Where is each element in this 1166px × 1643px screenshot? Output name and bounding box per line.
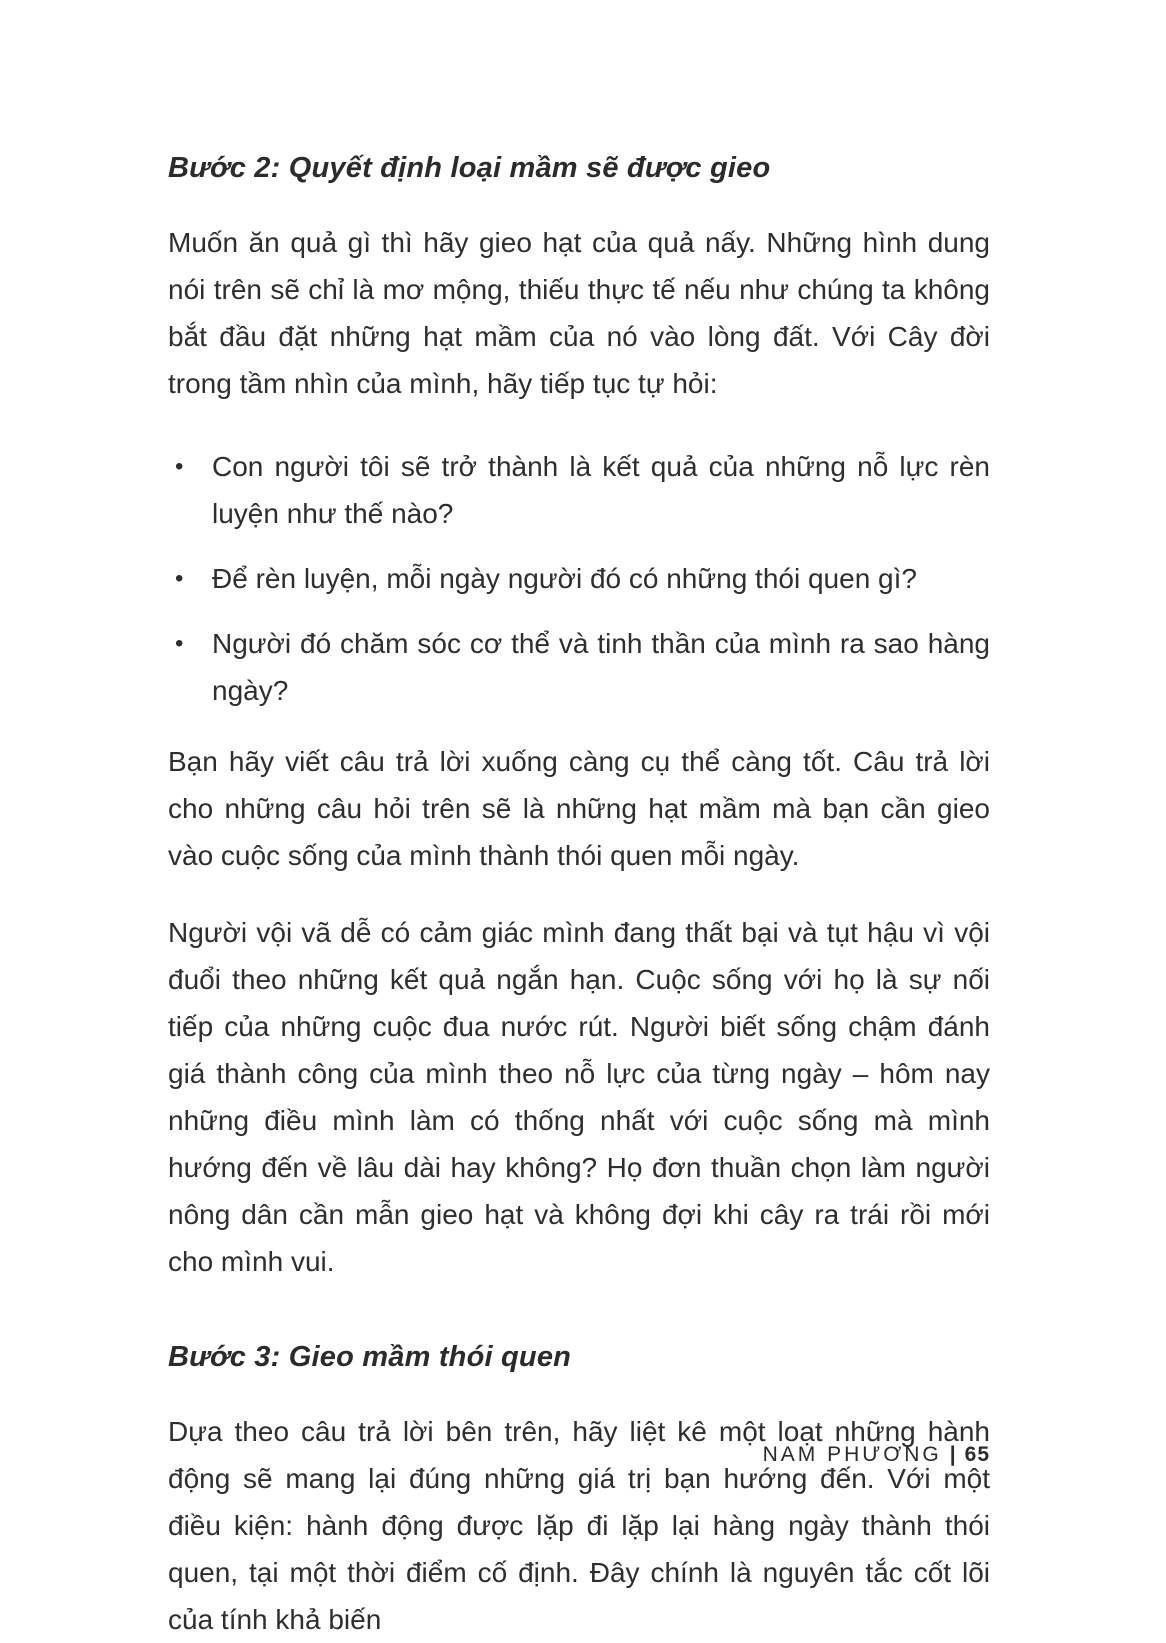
list-item xyxy=(168,443,990,537)
bullet-icon: • xyxy=(175,565,184,592)
author-name: NAM PHƯƠNG xyxy=(762,1443,942,1466)
section-heading-step-2: Bước 2: Quyết định loại mầm sẽ được gieo xyxy=(168,152,771,184)
page-number: 65 xyxy=(964,1443,990,1466)
question-text: Để rèn luyện, mỗi ngày người đó có những thói quen gì? xyxy=(212,563,917,594)
list-item xyxy=(168,555,990,602)
bullet-icon: • xyxy=(175,630,184,657)
body-paragraph: Bạn hãy viết câu trả lời xuống càng cụ thể càng tốt. Câu trả lời cho những câu hỏi trên sẽ là những hạt mầm mà bạn cần gieo vào cuộc sống của mình thành thói quen mỗi ngày. xyxy=(168,746,990,871)
page-footer xyxy=(763,1443,990,1467)
footer-separator: | xyxy=(949,1443,959,1466)
question-text: Người đó chăm sóc cơ thể và tinh thần của mình ra sao hàng ngày? xyxy=(212,628,990,706)
bullet-icon: • xyxy=(175,453,184,480)
list-item xyxy=(168,620,990,714)
section-heading-step-3: Bước 3: Gieo mầm thói quen xyxy=(168,1341,572,1373)
question-list xyxy=(168,443,990,714)
body-paragraph: Người vội vã dễ có cảm giác mình đang thất bại và tụt hậu vì vội đuổi theo những kết quả ngắn hạn. Cuộc sống với họ là sự nối tiếp của những cuộc đua nước rút. Người biết sống chậm đánh giá thành công của mình theo nỗ lực của từng ngày – hôm nay những điều mình làm có thống nhất với cuộc sống mà mình hướng đến về lâu dài hay không? Họ đơn thuần chọn làm người nông dân cần mẫn gieo hạt và không đợi khi cây ra trái rồi mới cho mình vui. xyxy=(168,917,990,1277)
intro-paragraph: Muốn ăn quả gì thì hãy gieo hạt của quả nấy. Những hình dung nói trên sẽ chỉ là mơ mộng, thiếu thực tế nếu như chúng ta không bắt đầu đặt những hạt mầm của nó vào lòng đất. Với Cây đời trong tầm nhìn của mình, hãy tiếp tục tự hỏi: xyxy=(168,227,990,399)
body-paragraph: Dựa theo câu trả lời bên trên, hãy liệt kê một loạt những hành động sẽ mang lại đúng những giá trị bạn hướng đến. Với một điều kiện: hành động được lặp đi lặp lại hàng ngày thành thói quen, tại một thời điểm cố định. Đây chính là nguyên tắc cốt lõi của tính khả biến xyxy=(168,1416,990,1635)
question-text: Con người tôi sẽ trở thành là kết quả của những nỗ lực rèn luyện như thế nào? xyxy=(212,451,990,529)
